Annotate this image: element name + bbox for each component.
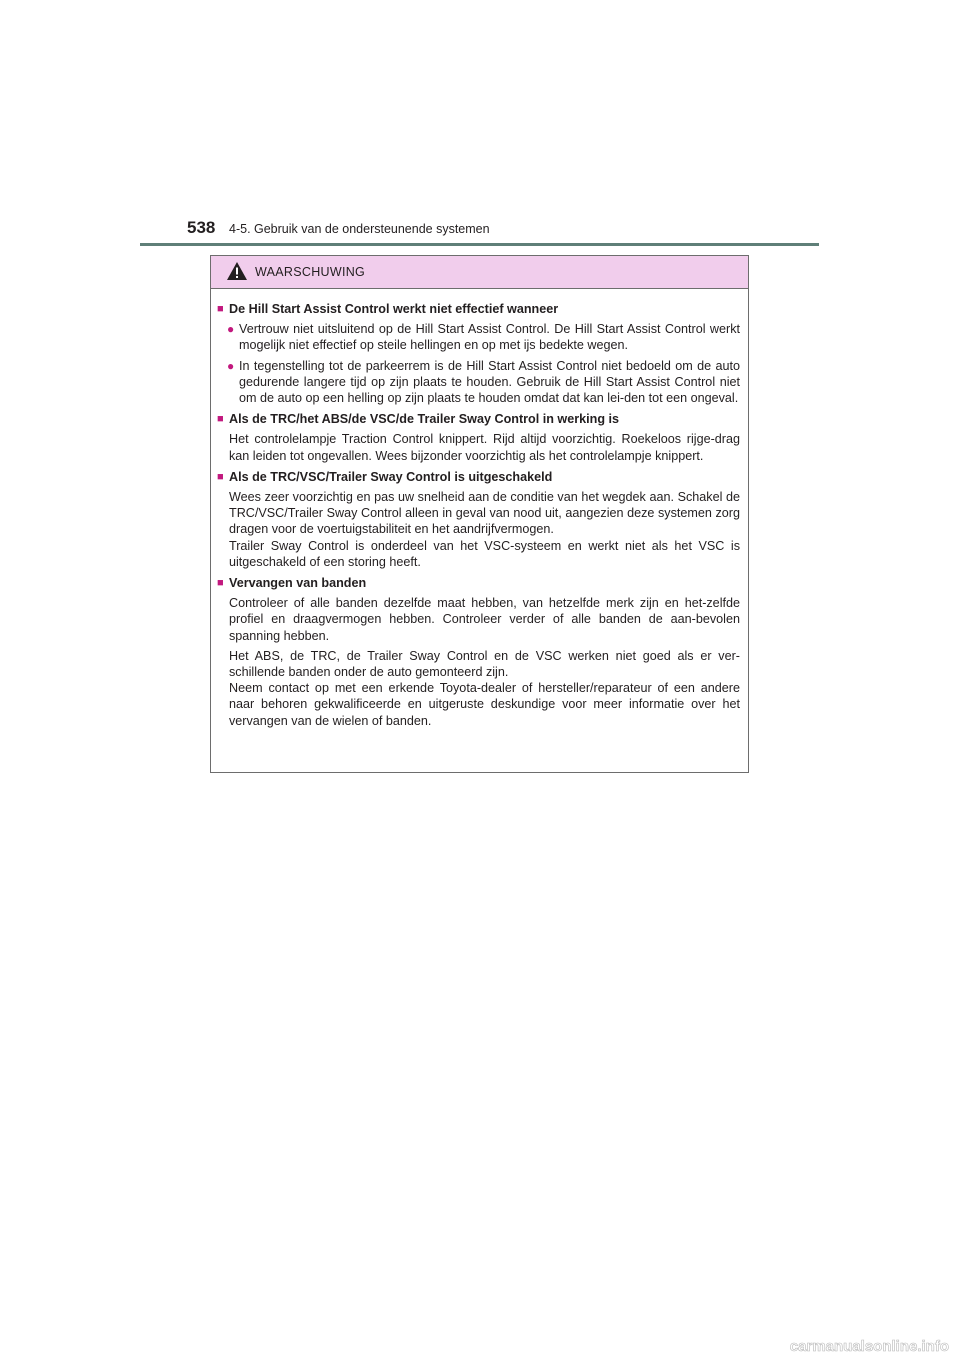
section-heading — [217, 575, 740, 591]
section-heading — [217, 469, 740, 485]
section-trc-off — [217, 469, 740, 570]
section-tyres — [217, 575, 740, 729]
section-heading-text: Als de TRC/VSC/Trailer Sway Control is uitgeschakeld — [229, 469, 553, 484]
warning-title: WAARSCHUWING — [255, 265, 366, 279]
section-paragraph: Controleer of alle banden dezelfde maat hebben, van hetzelfde merk zijn en het-zelfde profiel en draagvermogen hebben. Controleer verder of alle banden de aan-bevolen spanning hebben. — [229, 596, 740, 643]
list-item — [217, 358, 740, 407]
section-heading-text: De Hill Start Assist Control werkt niet effectief wanneer — [229, 302, 559, 316]
section-heading — [217, 301, 740, 317]
warning-body — [211, 289, 748, 729]
square-bullet-icon: ■ — [217, 413, 224, 426]
section-paragraph: Trailer Sway Control is onderdeel van het VSC-systeem en werkt niet als het VSC is uitgeschakeld of een storing heeft. — [229, 538, 740, 569]
section-paragraph: Het ABS, de TRC, de Trailer Sway Control en de VSC werken niet goed als er ver-schillende banden onder de auto gemonteerd zijn. — [229, 648, 740, 680]
section-trc-active — [217, 411, 740, 464]
circle-bullet-icon: ● — [227, 322, 235, 337]
warning-triangle-icon — [226, 261, 248, 281]
warning-box — [210, 255, 749, 773]
chapter-title: 4-5. Gebruik van de ondersteunende systemen — [229, 222, 490, 236]
square-bullet-icon: ■ — [217, 577, 224, 590]
section-hill-start — [217, 301, 740, 406]
warning-header — [211, 256, 748, 289]
section-heading-text: Als de TRC/het ABS/de VSC/de Trailer Sway Control in werking is — [229, 412, 620, 427]
svg-text:carmanualsonline.info: carmanualsonline.info — [789, 1338, 949, 1354]
bullet-text: In tegenstelling tot de parkeerrem is de Hill Start Assist Control niet bedoeld om de auto gedurende langere tijd op zijn plaats te houden. Gebruik de Hill Start Assist Control niet om de auto op een helling op zijn plaats te houden omdat dat kan lei-den tot een ongeval. — [239, 358, 740, 406]
circle-bullet-icon: ● — [227, 358, 235, 373]
section-paragraph: Wees zeer voorzichtig en pas uw snelheid aan de conditie van het wegdek aan. Schakel de TRC/VSC/Trailer Sway Control alleen in geval van nood uit, aangezien deze systemen zorg dragen voor de voertuigstabiliteit en het aandrijfvermogen. — [229, 490, 740, 537]
section-heading-text: Vervangen van banden — [229, 576, 367, 591]
list-item — [217, 321, 740, 353]
section-heading — [217, 411, 740, 427]
page-number: 538 — [187, 218, 216, 237]
watermark — [738, 1338, 950, 1354]
bullet-text: Vertrouw niet uitsluitend op de Hill Start Assist Control. De Hill Start Assist Control werkt mogelijk niet effectief op steile hellingen en op met ijs bedekte wegen. — [239, 322, 740, 353]
header-rule — [140, 243, 819, 246]
section-paragraph: Het controlelampje Traction Control knippert. Rijd altijd voorzichtig. Roekeloos rijge-drag kan leiden tot ongevallen. Wees bijzonder voorzichtig als het controlelampje knippert. — [229, 432, 740, 463]
square-bullet-icon: ■ — [217, 303, 224, 315]
square-bullet-icon: ■ — [217, 470, 224, 483]
section-paragraph: Neem contact op met een erkende Toyota-dealer of hersteller/reparateur of een andere naar behoren gekwalificeerde en uitgeruste deskundige voor meer informatie over het vervangen van de wielen of banden. — [229, 681, 740, 728]
